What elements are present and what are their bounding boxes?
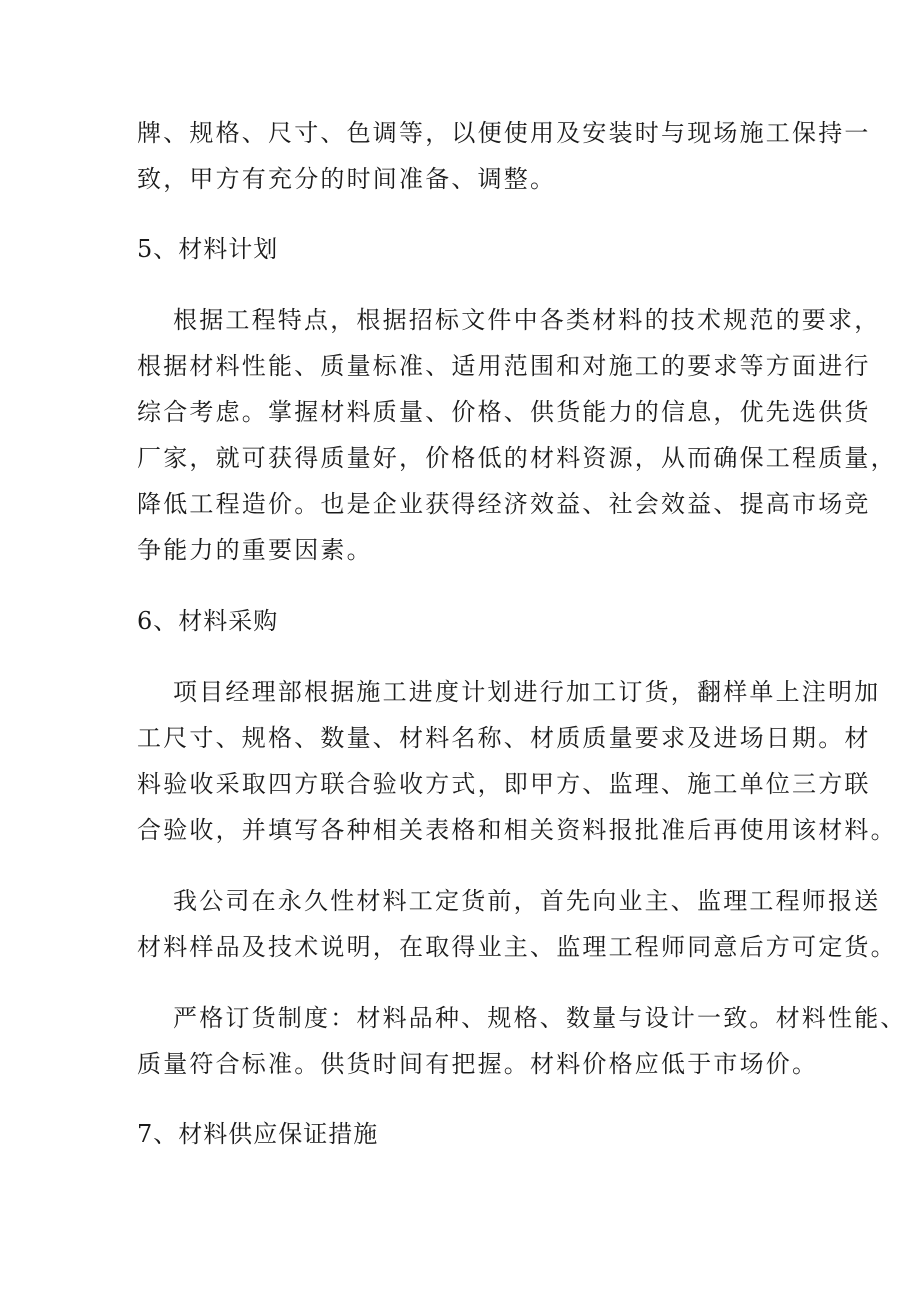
paragraph-line: 降低工程造价。也是企业获得经济效益、社会效益、提高市场竞 xyxy=(137,490,871,518)
paragraph-line: 根据材料性能、质量标准、适用范围和对施工的要求等方面进行 xyxy=(137,352,871,380)
paragraph-line: 工尺寸、规格、数量、材料名称、材质质量要求及进场日期。材 xyxy=(137,724,871,752)
section-heading: 5、材料计划 xyxy=(137,235,279,263)
paragraph-line: 根据工程特点，根据招标文件中各类材料的技术规范的要求， xyxy=(173,306,881,334)
paragraph-line: 严格订货制度：材料品种、规格、数量与设计一致。材料性能、 xyxy=(173,1004,907,1032)
paragraph-line: 争能力的重要因素。 xyxy=(137,536,373,564)
paragraph-line: 牌、规格、尺寸、色调等，以便使用及安装时与现场施工保持一 xyxy=(137,119,871,147)
paragraph-line: 综合考虑。掌握材料质量、价格、供货能力的信息，优先选供货 xyxy=(137,398,871,426)
paragraph-line: 厂家，就可获得质量好，价格低的材料资源，从而确保工程质量， xyxy=(137,444,897,472)
paragraph-line: 合验收，并填写各种相关表格和相关资料报批准后再使用该材料。 xyxy=(137,816,897,844)
paragraph-line: 质量符合标准。供货时间有把握。材料价格应低于市场价。 xyxy=(137,1050,819,1078)
paragraph-line: 我公司在永久性材料工定货前，首先向业主、监理工程师报送 xyxy=(173,887,881,915)
paragraph-line: 致，甲方有充分的时间准备、调整。 xyxy=(137,165,557,193)
paragraph-line: 料验收采取四方联合验收方式，即甲方、监理、施工单位三方联 xyxy=(137,770,871,798)
paragraph-line: 项目经理部根据施工进度计划进行加工订货，翻样单上注明加 xyxy=(173,678,881,706)
section-heading: 7、材料供应保证措施 xyxy=(137,1120,379,1148)
section-heading: 6、材料采购 xyxy=(137,607,279,635)
paragraph-line: 材料样品及技术说明，在取得业主、监理工程师同意后方可定货。 xyxy=(137,933,897,961)
